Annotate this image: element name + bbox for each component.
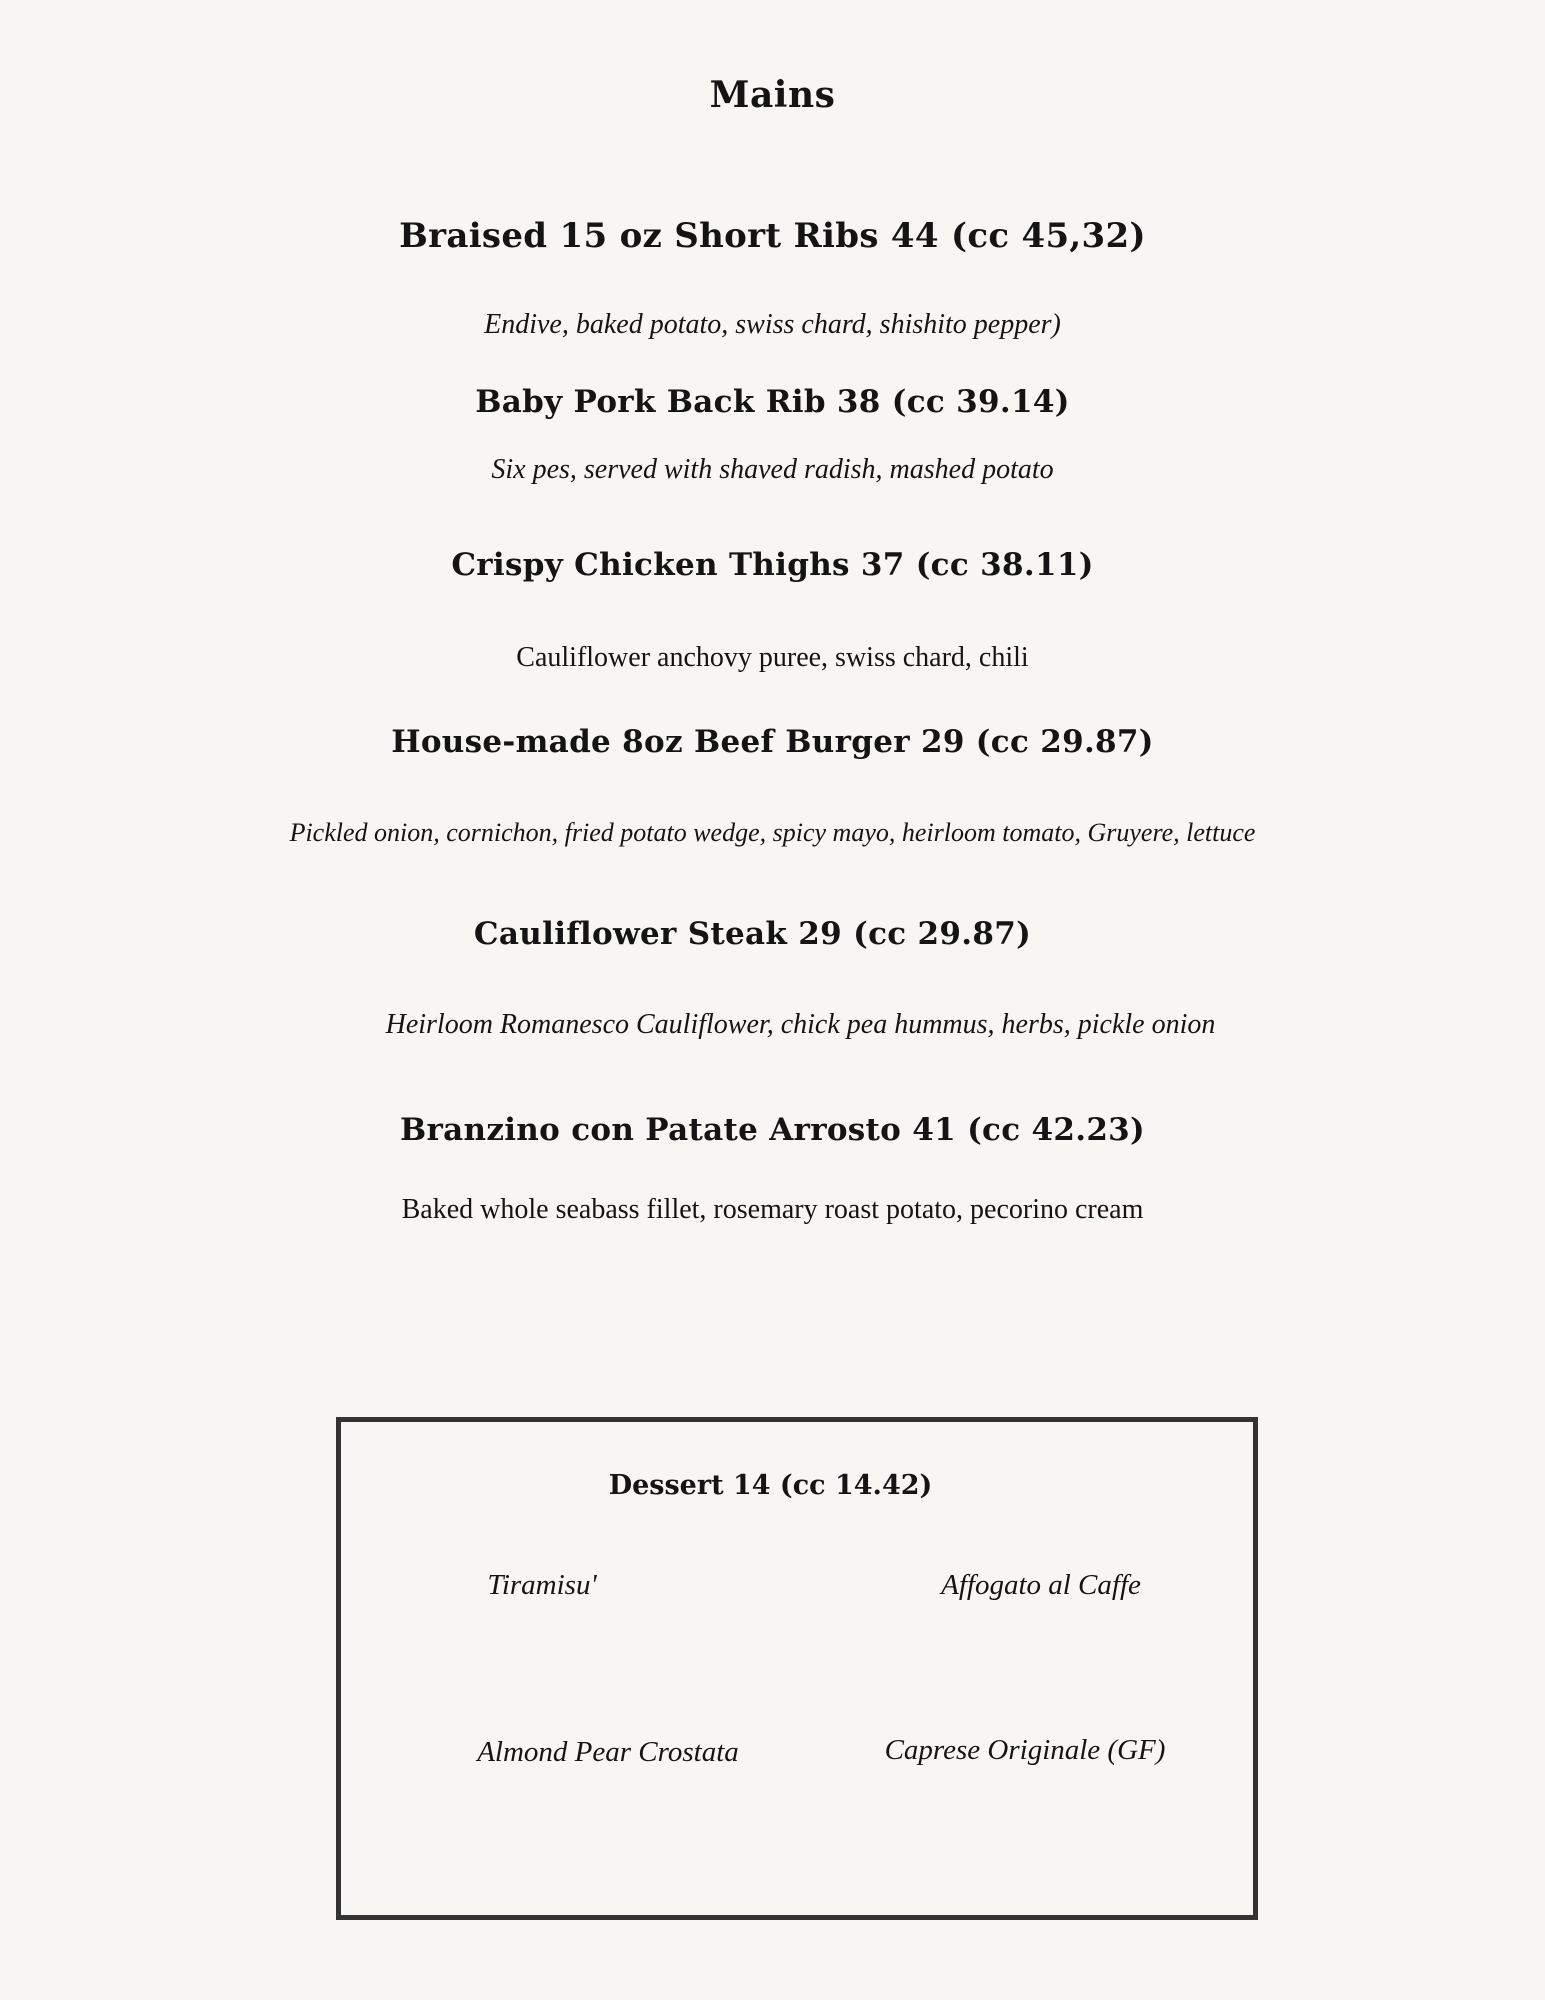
dessert-item: Affogato al Caffe xyxy=(941,1569,1141,1601)
menu-item-description: Six pes, served with shaved radish, mashed potato xyxy=(491,454,1054,485)
dessert-title: Dessert 14 (cc 14.42) xyxy=(608,1470,933,1501)
menu-item-name: Cauliflower Steak 29 (cc 29.87) xyxy=(473,916,1032,952)
dessert-item: Caprese Originale (GF) xyxy=(884,1734,1166,1766)
page-title: Mains xyxy=(709,74,836,116)
menu-item-name: House-made 8oz Beef Burger 29 (cc 29.87) xyxy=(391,724,1154,760)
menu-item-description: Pickled onion, cornichon, fried potato wedge, spicy mayo, heirloom tomato, Gruyere, lettuce xyxy=(289,818,1256,847)
dessert-item: Almond Pear Crostata xyxy=(477,1736,739,1768)
menu-item-description: Baked whole seabass fillet, rosemary roast potato, pecorino cream xyxy=(401,1194,1144,1225)
menu-item-name: Braised 15 oz Short Ribs 44 (cc 45,32) xyxy=(399,216,1146,256)
menu-item-name: Branzino con Patate Arrosto 41 (cc 42.23) xyxy=(399,1112,1146,1148)
menu-item-description: Cauliflower anchovy puree, swiss chard, chili xyxy=(516,642,1029,673)
menu-item-description: Endive, baked potato, swiss chard, shishito pepper) xyxy=(484,309,1061,340)
menu-item-description: Heirloom Romanesco Cauliflower, chick pea hummus, herbs, pickle onion xyxy=(385,1009,1216,1040)
menu-item-name: Baby Pork Back Rib 38 (cc 39.14) xyxy=(475,384,1070,420)
dessert-item: Tiramisu' xyxy=(487,1569,597,1601)
menu-item-name: Crispy Chicken Thighs 37 (cc 38.11) xyxy=(451,547,1094,583)
